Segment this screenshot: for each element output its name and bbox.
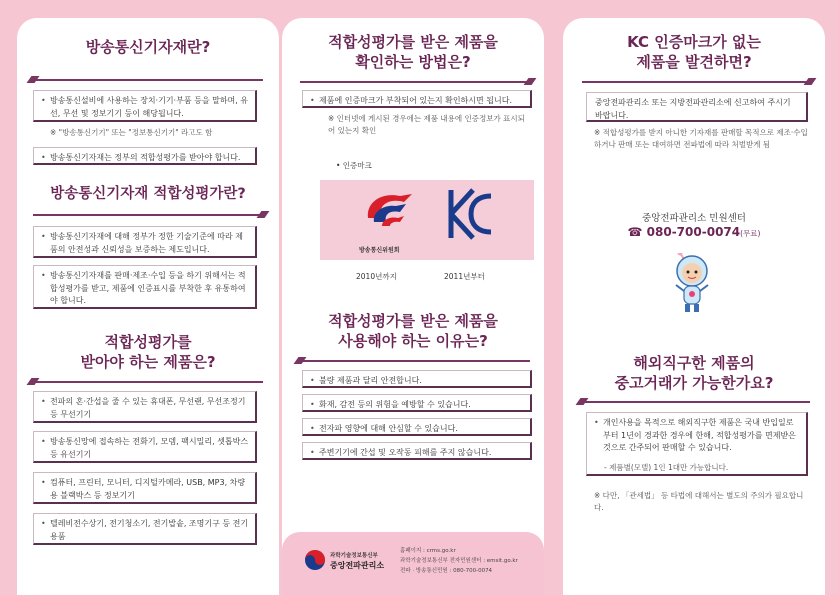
footer-phone: 전파 · 방송통신민원 : 080-700-0074	[400, 568, 493, 574]
info-item: • 방송통신기자재를 판매·제조·수입 등을 하기 위해서는 적합성평가를 받고, 제품에 인증표시를 부착한 후 유통하여야 합니다.	[33, 265, 257, 309]
separator	[33, 79, 263, 81]
mark-label: • 인증마크	[336, 161, 372, 170]
center-name: 중앙전파관리소 민원센터	[642, 213, 746, 224]
phone-icon: ☎	[627, 225, 643, 239]
reason-item: • 전자파 영향에 대해 안심할 수 있습니다.	[302, 418, 532, 436]
mark-band	[320, 180, 534, 260]
separator	[33, 214, 263, 216]
overseas-info: 개인사용을 목적으로 해외직구한 제품은 국내 반입일로부터 1년이 경과한 경우에 한해, 적합성평가를 면제받은 것으로 간주되어 판매할 수 있습니다.	[603, 418, 796, 452]
kcc-old-mark-icon	[360, 188, 418, 236]
center-phone[interactable]: 080-700-0074	[646, 225, 741, 239]
government-emblem-icon	[304, 549, 326, 571]
info-item: • 방송통신기자재는 정부의 적합성평가를 받아야 합니다.	[33, 147, 257, 165]
section-title-overseas-l2: 중고거래가 가능한가요?	[614, 374, 774, 392]
separator	[582, 81, 810, 83]
reason-item: • 주변기기에 간섭 및 오작동 피해를 주지 않습니다.	[302, 442, 532, 460]
section-title-why-use-l2: 사용해야 하는 이유는?	[338, 332, 488, 350]
reason-item: • 불량 제품과 달리 안전합니다.	[302, 370, 532, 388]
separator	[300, 360, 530, 362]
section-title-conformity-assessment: 방송통신기자재 적합성평가란?	[50, 186, 246, 202]
section-title-what-is-equipment: 방송통신기자재란?	[85, 38, 211, 56]
note: ※ 적합성평가를 받지 아니한 기자재를 판매할 목적으로 제조·수입하거나 판매 또는 대여하면 전파법에 따라 처벌받게 됨	[594, 128, 808, 149]
section-title-no-kc-l1: KC 인증마크가 없는	[627, 33, 761, 51]
overseas-subnote: - 제품별(모델) 1인 1대만 가능합니다.	[604, 463, 729, 472]
section-title-why-use-l1: 적합성평가를 받은 제품을	[328, 312, 498, 330]
product-item: • 텔레비전수상기, 전기청소기, 전기밥솥, 조명기구 등 전기용품	[33, 513, 257, 545]
phone-free-tag: (무료)	[740, 229, 761, 238]
info-item: • 제품에 인증마크가 부착되어 있는지 확인하시면 됩니다.	[302, 90, 532, 108]
kc-mark-icon	[447, 186, 497, 242]
section-title-required-products-l1: 적합성평가를	[104, 333, 192, 351]
note: ※ "방송통신기기" 또는 "정보통신기기" 라고도 함	[50, 128, 213, 137]
footer-agency: 중앙전파관리소	[330, 561, 385, 570]
footer-homepage: 홈페이지 : crms.go.kr	[400, 548, 456, 554]
separator	[300, 81, 530, 83]
section-title-how-to-check-l2: 확인하는 방법은?	[355, 53, 471, 71]
product-item: • 컴퓨터, 프린터, 모니터, 디지털카메라, USB, MP3, 차량용 블랙박스 등 정보기기	[33, 472, 257, 504]
info-item: 중앙전파관리소 또는 지방전파관리소에 신고하여 주시기 바랍니다.	[586, 92, 808, 122]
section-title-how-to-check-l1: 적합성평가를 받은 제품을	[328, 33, 498, 51]
info-item: • 방송통신설비에 사용하는 장치·기기·부품 등을 말하며, 유선, 무선 및 정보기기 등이 해당됩니다.	[33, 90, 257, 122]
center-phone-row	[563, 225, 825, 239]
product-item: • 전파의 혼·간섭을 줄 수 있는 휴대폰, 무선랜, 무선조정기 등 무선기기	[33, 391, 257, 423]
product-item: • 방송통신망에 접속하는 전화기, 모뎀, 팩시밀리, 셋톱박스 등 유선기기	[33, 431, 257, 463]
info-item: • 방송통신기자재에 대해 정부가 정한 기술기준에 따라 제품의 안전성과 신뢰성을 보증하는 제도입니다.	[33, 226, 257, 258]
separator	[33, 381, 263, 383]
new-mark-caption: 2011년부터	[444, 272, 485, 281]
section-title-no-kc-l2: 제품을 발견하면?	[636, 53, 752, 71]
mascot-icon	[670, 253, 714, 317]
separator	[582, 401, 810, 403]
section-title-required-products-l2: 받아야 하는 제품은?	[80, 353, 216, 371]
footer-e-petition: 과학기술정보통신부 전자민원센터 : emsit.go.kr	[400, 558, 518, 564]
note: ※ 인터넷에 게시된 경우에는 제품 내용에 인증정보가 표시되어 있는지 확인	[328, 114, 525, 135]
overseas-note: ※ 다만, 「관세법」 등 타법에 대해서는 별도의 주의가 필요합니다.	[594, 491, 804, 512]
old-mark-org: 방송통신위원회	[359, 247, 400, 254]
reason-item: • 화재, 감전 등의 위험을 예방할 수 있습니다.	[302, 394, 532, 412]
section-title-overseas-l1: 해외직구한 제품의	[633, 354, 755, 372]
footer-ministry: 과학기술정보통신부	[330, 553, 378, 559]
old-mark-caption: 2010년까지	[356, 272, 397, 281]
